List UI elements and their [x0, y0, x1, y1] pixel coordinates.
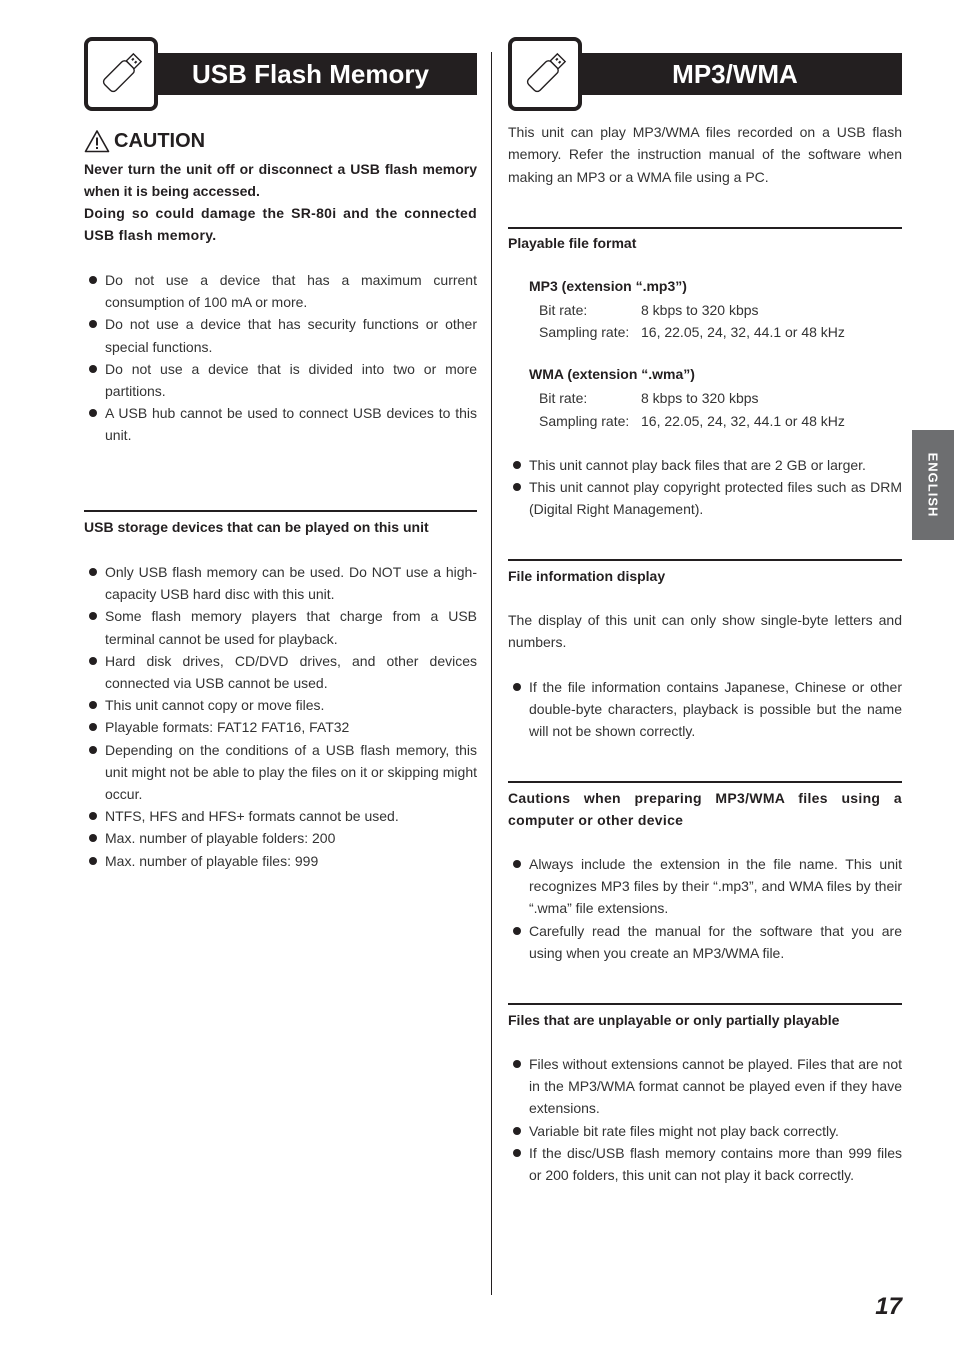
list-item: Depending on the conditions of a USB flash memory, this unit might not be able to play the files on it or skipping might occur.: [84, 739, 477, 806]
section-rule: [84, 510, 477, 512]
list-item: This unit cannot copy or move files.: [84, 694, 477, 716]
spec-label: Sampling rate:: [539, 324, 630, 340]
spec-label: Bit rate:: [539, 390, 588, 406]
usb-flash-drive-icon: [84, 37, 158, 111]
section-heading-info: File information display: [508, 568, 666, 584]
list-item: Max. number of playable files: 999: [84, 850, 477, 872]
list-item: Some flash memory players that charge from a USB terminal cannot be used for playback.: [84, 605, 477, 649]
caution-label: CAUTION: [114, 130, 206, 152]
section-heading-cautions: Cautions when preparing MP3/WMA files using a computer or other device: [508, 790, 902, 828]
list-item: Playable formats: FAT12 FAT16, FAT32: [84, 716, 477, 738]
section-rule: [508, 559, 902, 561]
format-bullet-list: [508, 454, 902, 521]
list-item: This unit cannot play copyright protected files such as DRM (Digital Right Management).: [508, 476, 902, 520]
caution-text-2: Doing so could damage the SR-80i and the connected USB flash memory.: [84, 205, 477, 243]
wma-bitrate-row: [539, 387, 759, 409]
list-item: Only USB flash memory can be used. Do NOT use a high-capacity USB hard disc with this unit.: [84, 561, 477, 605]
column-divider: [491, 52, 492, 1295]
wma-sampling-row: [539, 410, 845, 432]
section-heading-format: Playable file format: [508, 235, 637, 251]
list-item: A USB hub cannot be used to connect USB devices to this unit.: [84, 402, 477, 446]
usb-flash-drive-icon: [508, 37, 582, 111]
list-item: NTFS, HFS and HFS+ formats cannot be used.: [84, 805, 477, 827]
section-heading-storage: USB storage devices that can be played on this unit: [84, 519, 429, 535]
caution-bullet-list: [84, 269, 477, 447]
spec-value: 16, 22.05, 24, 32, 44.1 or 48 kHz: [641, 324, 845, 340]
section-rule: [508, 781, 902, 783]
list-item: Do not use a device that has a maximum current consumption of 100 mA or more.: [84, 269, 477, 313]
section-header-usb: [84, 37, 477, 111]
language-tab: [912, 430, 954, 540]
caution-text-1: Never turn the unit off or disconnect a USB flash memory when it is being accessed.: [84, 161, 477, 199]
list-item: This unit cannot play back files that are 2 GB or larger.: [508, 454, 902, 476]
storage-bullet-list: [84, 561, 477, 872]
section-heading-unplayable: Files that are unplayable or only partially playable: [508, 1012, 840, 1028]
list-item: Files without extensions cannot be played. Files that are not in the MP3/WMA format cannot be played even if they have extensions.: [508, 1053, 902, 1120]
spec-label: Sampling rate:: [539, 413, 630, 429]
section-rule: [508, 1003, 902, 1005]
list-item: Do not use a device that is divided into two or more partitions.: [84, 358, 477, 402]
list-item: Variable bit rate files might not play back correctly.: [508, 1120, 902, 1142]
page-title: MP3/WMA: [672, 59, 798, 89]
section-header-mp3wma: [508, 37, 902, 111]
wma-format-title: WMA (extension “.wma”): [529, 366, 695, 382]
mp3-format-title: MP3 (extension “.mp3”): [529, 278, 687, 294]
spec-label: Bit rate:: [539, 302, 588, 318]
spec-value: 8 kbps to 320 kbps: [641, 390, 759, 406]
mp3-bitrate-row: [539, 299, 759, 321]
list-item: If the file information contains Japanese, Chinese or other double-byte characters, playback is possible but the name will not be shown correctly.: [508, 676, 902, 743]
info-bullet-list: [508, 676, 902, 743]
warning-triangle-icon: [84, 129, 110, 153]
list-item: Max. number of playable folders: 200: [84, 827, 477, 849]
spec-value: 8 kbps to 320 kbps: [641, 302, 759, 318]
page-number: 17: [875, 1293, 902, 1320]
page-title-bar: [144, 53, 477, 95]
info-paragraph: The display of this unit can only show single-byte letters and numbers.: [508, 612, 902, 651]
mp3-sampling-row: [539, 321, 845, 343]
page-title: USB Flash Memory: [192, 59, 429, 89]
cautions-bullet-list: [508, 853, 902, 964]
language-tab-label: ENGLISH: [925, 452, 941, 518]
list-item: Do not use a device that has security functions or other special functions.: [84, 313, 477, 357]
list-item: Hard disk drives, CD/DVD drives, and other devices connected via USB cannot be used.: [84, 650, 477, 694]
page-title-bar: [568, 53, 902, 95]
list-item: Carefully read the manual for the software that you are using when you create an MP3/WMA file.: [508, 920, 902, 964]
list-item: Always include the extension in the file name. This unit recognizes MP3 files by their “.mp3”, and WMA files by their “.wma” file extensions.: [508, 853, 902, 920]
list-item: If the disc/USB flash memory contains more than 999 files or 200 folders, this unit can not play it back correctly.: [508, 1142, 902, 1186]
intro-paragraph: This unit can play MP3/WMA files recorded on a USB flash memory. Refer the instruction manual of the software when making an MP3 or a WMA file using a PC.: [508, 124, 902, 185]
section-rule: [508, 227, 902, 229]
spec-value: 16, 22.05, 24, 32, 44.1 or 48 kHz: [641, 413, 845, 429]
unplayable-bullet-list: [508, 1053, 902, 1186]
